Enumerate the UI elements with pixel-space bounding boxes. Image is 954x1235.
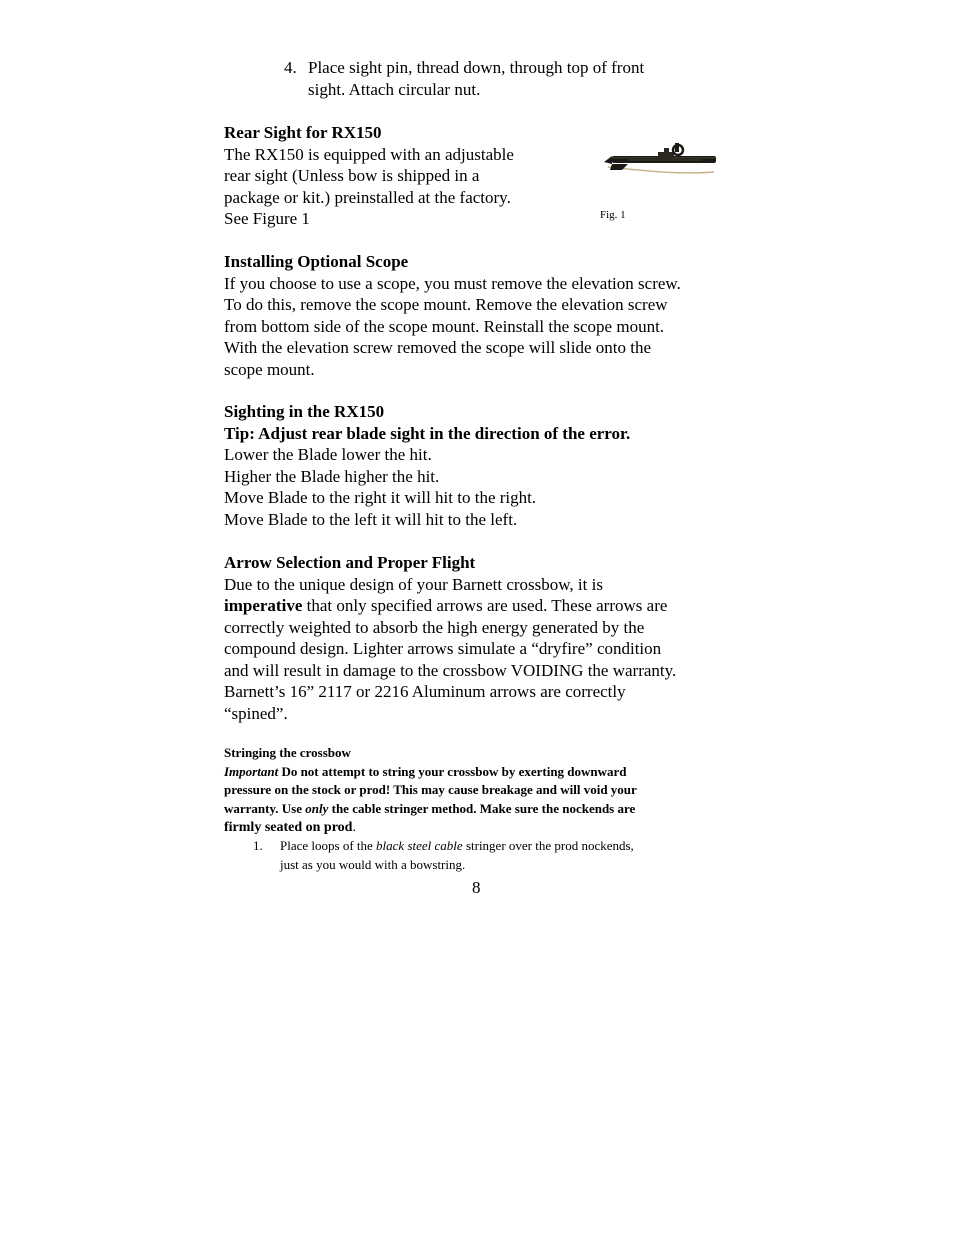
stringing-step-1-line: just as you would with a bowstring. — [280, 856, 466, 872]
figure-caption: Fig. 1 — [600, 209, 626, 221]
step-4-line-2: sight. Attach circular nut. — [308, 79, 481, 99]
scope-line: from bottom side of the scope mount. Reinstall the scope mount. — [224, 316, 665, 336]
arrows-line: “spined”. — [224, 703, 288, 723]
crossbow-rear-sight-photo-icon — [598, 140, 720, 182]
sighting-line: Higher the Blade higher the hit. — [224, 466, 440, 486]
rear-sight-line: The RX150 is equipped with an adjustable — [224, 144, 514, 164]
imperative-emphasis: imperative — [224, 596, 303, 615]
sighting-line: Lower the Blade lower the hit. — [224, 445, 432, 464]
sighting-line: Move Blade to the right it will hit to the right. — [224, 488, 537, 507]
rear-sight-line: package or kit.) preinstalled at the factory. — [224, 187, 511, 207]
step-text: Place loops of the — [280, 838, 377, 853]
scope-line: If you choose to use a scope, you must remove the elevation screw. — [224, 273, 681, 293]
rear-sight-line: See Figure 1 — [224, 209, 310, 228]
warning-text: Do not attempt to string your crossbow by exerting downward — [278, 763, 627, 779]
sighting-tip: Tip: Adjust rear blade sight in the direction of the error. — [224, 423, 631, 443]
sighting-line: Move Blade to the left it will hit to the left. — [224, 509, 518, 529]
step-text: stringer over the prod nockends, — [462, 838, 634, 853]
rear-sight-heading: Rear Sight for RX150 — [224, 123, 382, 142]
arrows-section — [224, 552, 676, 724]
warning-text: the cable stringer method. Make sure the nockends are — [328, 800, 636, 816]
sighting-section — [224, 401, 630, 530]
stringing-step-1 — [280, 837, 634, 874]
page-number: 8 — [472, 878, 481, 897]
stringing-warning-line — [224, 818, 637, 837]
scope-section — [224, 251, 681, 380]
arrows-line: and will result in damage to the crossbow VOIDING the warranty. — [224, 660, 677, 680]
scope-line: With the elevation screw removed the scope will slide onto the — [224, 338, 652, 357]
step-4-number: 4. — [284, 58, 297, 77]
stringing-step-1-line — [280, 837, 634, 856]
warning-period: . — [352, 820, 356, 835]
arrows-line: correctly weighted to absorb the high energy generated by the — [224, 617, 645, 637]
step-4-text — [308, 57, 644, 100]
stringing-step-1-number: 1. — [253, 838, 263, 853]
rear-sight-section — [224, 122, 514, 230]
arrows-line: Barnett’s 16” 2117 or 2216 Aluminum arrows are correctly — [224, 682, 626, 701]
important-label: Important — [224, 763, 279, 779]
stringing-warning-line — [224, 763, 637, 782]
arrows-line: compound design. Lighter arrows simulate a “dryfire” condition — [224, 639, 662, 658]
stringing-warning-line — [224, 800, 637, 819]
stringing-warning-line: pressure on the stock or prod! This may cause breakage and will void your — [224, 782, 637, 797]
rear-sight-line: rear sight (Unless bow is shipped in a — [224, 166, 480, 185]
arrows-line — [224, 595, 676, 617]
sighting-heading: Sighting in the RX150 — [224, 402, 385, 421]
arrows-line: Due to the unique design of your Barnett crossbow, it is — [224, 574, 603, 594]
stringing-section — [224, 744, 637, 837]
only-emphasis: only — [305, 800, 329, 816]
scope-line: To do this, remove the scope mount. Remove the elevation screw — [224, 295, 668, 314]
stringing-heading: Stringing the crossbow — [224, 745, 351, 760]
step-4-line-1: Place sight pin, thread down, through top of front — [308, 58, 645, 77]
warning-text: warranty. Use — [224, 800, 306, 816]
arrows-line-rest: that only specified arrows are used. These arrows are — [302, 596, 668, 615]
warning-text: firmly seated on prod — [224, 820, 353, 835]
black-steel-cable-emphasis: black steel cable — [376, 838, 463, 853]
scope-heading: Installing Optional Scope — [224, 252, 409, 271]
scope-line: scope mount. — [224, 359, 315, 379]
arrows-heading: Arrow Selection and Proper Flight — [224, 553, 476, 572]
